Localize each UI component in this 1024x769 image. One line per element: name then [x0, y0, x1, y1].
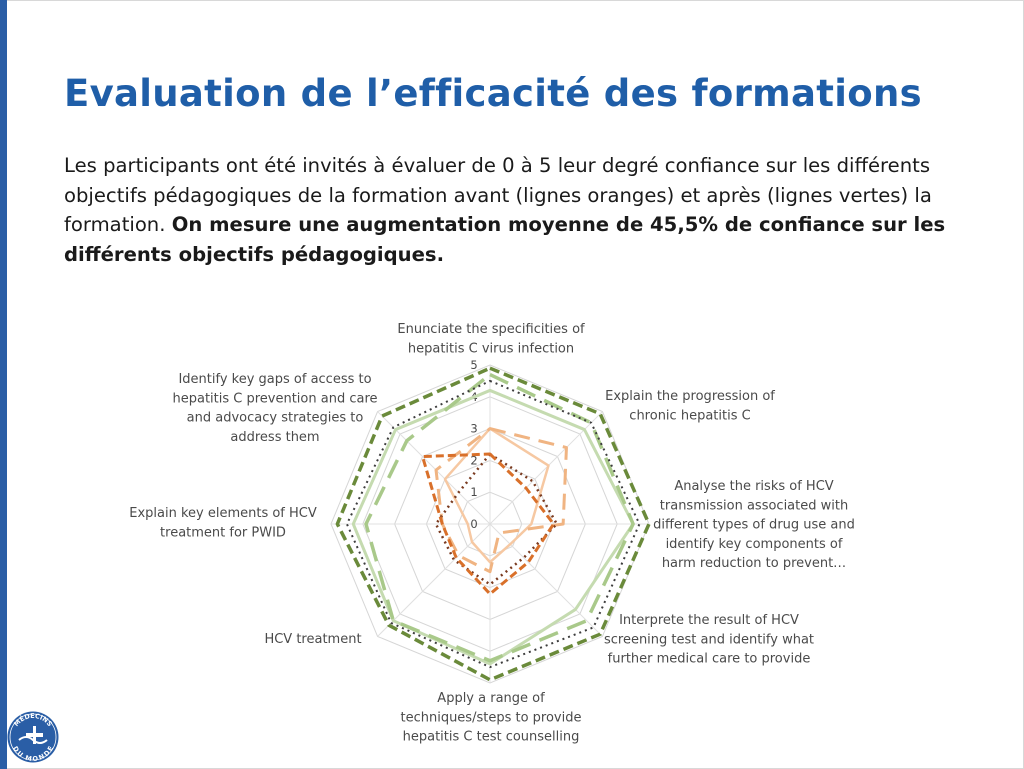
- radar-chart: [0, 300, 1024, 760]
- radar-series-6: [366, 375, 633, 661]
- radar-axis-label: treatment for PWID: [160, 525, 286, 541]
- radar-series-3: [436, 454, 557, 584]
- radar-tick-label: 1: [470, 485, 478, 500]
- radar-axis-label: Identify key gaps of access to: [178, 372, 372, 387]
- radar-tick-label: 4: [470, 389, 478, 404]
- radar-axis-label: identify key components of: [665, 536, 843, 552]
- radar-axis-label: HCV treatment: [264, 632, 362, 647]
- radar-axis-label: screening test and identify what: [603, 632, 815, 648]
- radar-tick-label: 0: [470, 517, 478, 531]
- radar-axis-label: chronic hepatitis C: [629, 408, 751, 424]
- radar-tick-label: 5: [470, 358, 478, 372]
- logo-top-text: MÉDECINS: [12, 711, 54, 729]
- radar-tick-label: 3: [470, 421, 478, 436]
- radar-tick-label: 2: [470, 453, 478, 468]
- radar-axis-label: transmission associated with: [659, 498, 849, 514]
- radar-axis-label: further medical care to provide: [607, 651, 811, 667]
- radar-axis-label: Interprete the result of HCV: [619, 613, 799, 628]
- radar-axis-label: hepatitis C prevention and care: [172, 391, 378, 407]
- radar-axis-label: hepatitis C virus infection: [407, 341, 575, 357]
- radar-axis-label: address them: [230, 429, 320, 445]
- radar-axis-labels: [129, 322, 855, 745]
- radar-axis-label: hepatitis C test counselling: [402, 729, 580, 745]
- logo-bottom-text: DU MONDE: [10, 744, 56, 764]
- radar-axis-label: Explain key elements of HCV: [129, 506, 317, 521]
- radar-axis-label: and advocacy strategies to: [186, 410, 364, 426]
- radar-axis-label: Explain the progression of: [605, 389, 775, 404]
- radar-axis-label: Enunciate the specificities of: [397, 322, 585, 337]
- slide-title: Evaluation de l’efficacité des formations: [64, 72, 922, 115]
- radar-axis-label: Analyse the risks of HCV: [674, 479, 834, 494]
- medecins-du-monde-logo: [6, 710, 60, 764]
- intro-bold-text: On mesure une augmentation moyenne de 45,5% de confiance sur les différents objectifs pédagogiques.: [64, 213, 946, 266]
- radar-axis-label: Apply a range of: [437, 691, 545, 706]
- radar-axis-label: techniques/steps to provide: [400, 710, 582, 726]
- radar-axis-label: different types of drug use and: [653, 517, 855, 533]
- radar-axis-label: harm reduction to prevent…: [661, 556, 847, 572]
- intro-paragraph: [64, 151, 984, 269]
- intro-normal-text: Les participants ont été invités à évaluer de 0 à 5 leur degré confiance sur les différents objectifs pédagogiques de la formation avant (lignes oranges) et après (lignes vertes) la formation.: [64, 154, 932, 236]
